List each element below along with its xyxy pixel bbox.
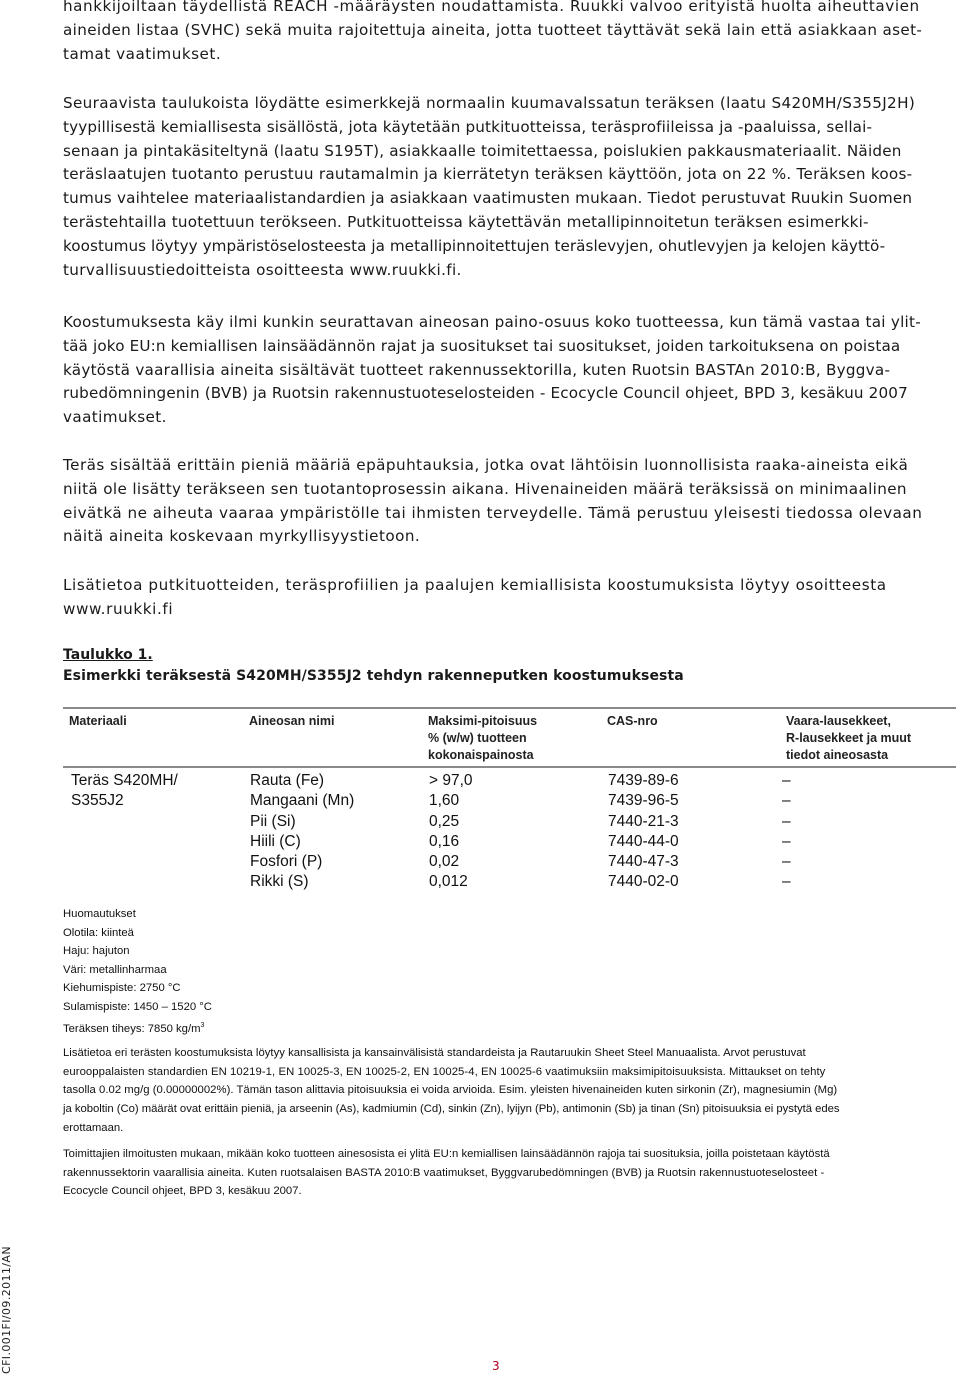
header-line: tiedot aineosasta [786, 748, 889, 762]
header-line: Maksimi-pitoisuus [428, 714, 538, 728]
table-material-cell [71, 771, 178, 812]
text-line: erottamaan. [63, 1121, 124, 1134]
text-line: Lisätietoa putkituotteiden, teräsprofiilien ja paalujen kemiallisista koostumuksista löytyy osoitteesta [63, 576, 887, 594]
text-line: Teräs sisältää erittäin pieniä määriä epäpuhtauksia, jotka ovat lähtöisin luonnollisista raaka-aineista eikä [63, 456, 909, 474]
table-cas-column [608, 771, 679, 893]
paragraph-composition-intro [63, 92, 955, 282]
table-cell: – [782, 873, 791, 891]
text-line: turvallisuustiedoitteista osoitteesta www.ruukki.fi. [63, 260, 462, 279]
text-line: rakennussektorin vaarallisia aineita. Kuten ruotsalaisen BASTA 2010:B vaatimukset, Byggvarubedömningen (BVB) ja Ruotsin rakennustuoteselosteet - [63, 1166, 825, 1179]
table-cell: Fosfori (P) [250, 853, 323, 871]
header-line: Vaara-lausekkeet, [786, 714, 891, 728]
text-line: tamat vaatimukset. [63, 44, 222, 63]
header-cas [607, 713, 658, 730]
paragraph-impurities [63, 454, 955, 549]
table-cell: 7439-96-5 [608, 792, 679, 810]
note-item: Sulamispiste: 1450 – 1520 °C [63, 1000, 212, 1013]
table-cell: 0,012 [429, 873, 468, 891]
header-risk-phrases [786, 713, 911, 764]
text-line: Ecocycle Council ohjeet, BPD 3, kesäkuu 2007. [63, 1185, 302, 1198]
table-max-content-column [429, 771, 473, 893]
text-line: niitä ole lisätty teräkseen sen tuotantoprosessin aikana. Hivenaineiden määrä teräksissä on minimaalinen [63, 479, 907, 498]
header-line: Aineosan nimi [249, 714, 335, 728]
text-line: senaan ja pintakäsiteltynä (laatu S195T), asiakkaalle toimitettaessa, poislukien pakkausmateriaalit. Näiden [63, 141, 902, 160]
text-line: näitä aineita koskevaan myrkyllisyystietoon. [63, 527, 421, 546]
table-number: Taulukko 1. [63, 647, 153, 663]
table-cell: – [782, 792, 791, 810]
table-cell: Rauta (Fe) [250, 772, 325, 789]
table-cell: 0,16 [429, 832, 460, 850]
table-substance-column [250, 771, 354, 893]
header-line: Materiaali [69, 714, 127, 728]
note-item: Olotila: kiinteä [63, 926, 134, 939]
header-substance [249, 713, 334, 730]
text-line: aineiden listaa (SVHC) sekä muita rajoitettuja aineita, jotta tuotteet täyttävät sekä lain että asiakkaan aset- [63, 20, 923, 39]
note-item: Haju: hajuton [63, 945, 130, 958]
table-cell: 7440-44-0 [608, 832, 679, 850]
page-number: 3 [492, 1359, 500, 1373]
header-max-content [428, 713, 537, 764]
table-cell: Mangaani (Mn) [250, 792, 355, 810]
table-cell: Rikki (S) [250, 873, 309, 891]
footnote-standards [63, 1044, 956, 1138]
table-cell: Pii (Si) [250, 812, 296, 830]
paragraph-more-info [63, 574, 955, 622]
text-line: vaatimukset. [63, 408, 167, 427]
table-title: Esimerkki teräksestä S420MH/S355J2 tehdyn rakenneputken koostumuksesta [63, 668, 684, 684]
note-item: Väri: metallinharmaa [63, 963, 167, 976]
table-cell: 7440-47-3 [608, 853, 679, 871]
text-line: teräslaatujen tuotanto perustuu rautamalmin ja kierrätetyn teräksen käyttöön, jota on 22 %. Teräksen koos- [63, 165, 913, 184]
table-header-rule [63, 766, 956, 768]
table-caption [63, 645, 684, 687]
density-text: Teräksen tiheys: 7850 kg/m [63, 1022, 201, 1035]
note-item [63, 1017, 212, 1038]
text-line: koostumus löytyy ympäristöselosteesta ja metallipinnoitettujen teräslevyjen, ohutlevyjen ja kelojen käyttö- [63, 236, 886, 255]
table-cell: – [782, 853, 791, 871]
text-line: Lisätietoa eri terästen koostumuksista löytyy kansallisista ja kansainvälisistä standardeista ja Rautaruukin Sheet Steel Manuaalista. Arvot perustuvat [63, 1047, 806, 1059]
text-line: hankkijoiltaan täydellistä REACH -määräysten noudattamista. Ruukki valvoo erityistä huolta aiheuttavien [63, 0, 920, 15]
table-cell: 7440-02-0 [608, 873, 679, 891]
text-line: ja koboltin (Co) määrät ovat erittäin pieniä, ja arseenin (As), kadmiumin (Cd), sinkin (Zn), lyijyn (Pb), antimonin (Sb) ja tinan (Sn) pitoisuuksia ei pystytä edes [63, 1103, 840, 1116]
text-line: tyypillisestä kemiallisesta sisällöstä, jota käytetään putkituotteissa, teräsprofiileissa ja -paaluissa, sellai- [63, 117, 873, 136]
superscript: 3 [200, 1021, 205, 1029]
text-line: tää joko EU:n kemiallisen lainsäädännön rajat ja suositukset tai suositukset, joiden tarkoituksena on poistaa [63, 336, 901, 355]
material-line: S355J2 [71, 792, 124, 810]
table-cell: > 97,0 [429, 772, 473, 789]
paragraph-composition-details [63, 311, 955, 430]
text-line: eurooppalaisten standardien EN 10219-1, EN 10025-3, EN 10025-2, EN 10025-4, EN 10025-6 vaatimuksiin maksimipitoisuuksista. Mittaukset on tehty [63, 1065, 826, 1078]
header-material [69, 713, 127, 730]
text-line: tumus vaihtelee materiaalistandardien ja asiakkaan vaatimusten mukaan. Tiedot perustuvat Ruukin Suomen [63, 189, 913, 208]
text-line: Koostumuksesta käy ilmi kunkin seurattavan aineosan paino-osuus koko tuotteessa, kun tämä vastaa tai ylit- [63, 313, 921, 331]
notes-heading: Huomautukset [63, 908, 136, 920]
header-line: R-lausekkeet ja muut [786, 731, 912, 745]
header-line: kokonaispainosta [428, 748, 534, 762]
table-cell: 0,02 [429, 853, 460, 871]
notes-block [63, 905, 212, 1038]
table-cell: 7439-89-6 [608, 772, 679, 789]
text-line: terästehtailla tuotettuun terökseen. Putkituotteissa käytettävän metallipinnoitetun teräksen esimerkki- [63, 212, 869, 231]
text-line: tasolla 0.02 mg/g (0.00000002%). Tämän tason alittavia pitoisuuksia ei voida arvioida. Esim. yleisten hivenaineiden kuten sirkonin (Zr), magnesiumin (Mg) [63, 1084, 838, 1097]
table-risk-column [782, 771, 791, 893]
text-line: käytöstä vaarallisia aineita sisältävät tuotteet rakennussektorilla, kuten Ruotsin BASTAn 2010:B, Byggva- [63, 360, 891, 379]
table-cell: 0,25 [429, 812, 460, 830]
text-line: rubedömningenin (BVB) ja Ruotsin rakennustuoteselosteiden - Ecocycle Council ohjeet, BPD 3, kesäkuu 2007 [63, 384, 908, 403]
header-line: % (w/w) tuotteen [428, 731, 527, 745]
material-line: Teräs S420MH/ [71, 772, 178, 789]
intro-paragraph [63, 0, 955, 66]
text-line: Seuraavista taulukoista löydätte esimerkkejä normaalin kuumavalssatun teräksen (laatu S420MH/S355J2H) [63, 94, 916, 112]
text-line: Toimittajien ilmoitusten mukaan, mikään koko tuotteen ainesosista ei ylitä EU:n kemiallisen lainsäädännön rajoja tai suosituksia, joilla poistetaan käytöstä [63, 1148, 830, 1160]
note-item: Kiehumispiste: 2750 °C [63, 982, 181, 995]
text-line: www.ruukki.fi [63, 599, 174, 618]
table-top-rule [63, 707, 956, 709]
footnote-suppliers [63, 1145, 956, 1201]
table-cell: 1,60 [429, 792, 460, 810]
table-cell: Hiili (C) [250, 832, 301, 850]
document-code: CFI.001FI/09.2011/AN [0, 1246, 13, 1374]
table-cell: 7440-21-3 [608, 812, 679, 830]
table-cell: – [782, 832, 791, 850]
header-line: CAS-nro [607, 714, 658, 728]
table-cell: – [782, 772, 791, 789]
text-line: eivätkä ne aiheuta vaaraa ympäristölle tai ihmisten terveydelle. Tämä perustuu yleisesti tiedossa olevaan [63, 503, 923, 522]
table-cell: – [782, 812, 791, 830]
